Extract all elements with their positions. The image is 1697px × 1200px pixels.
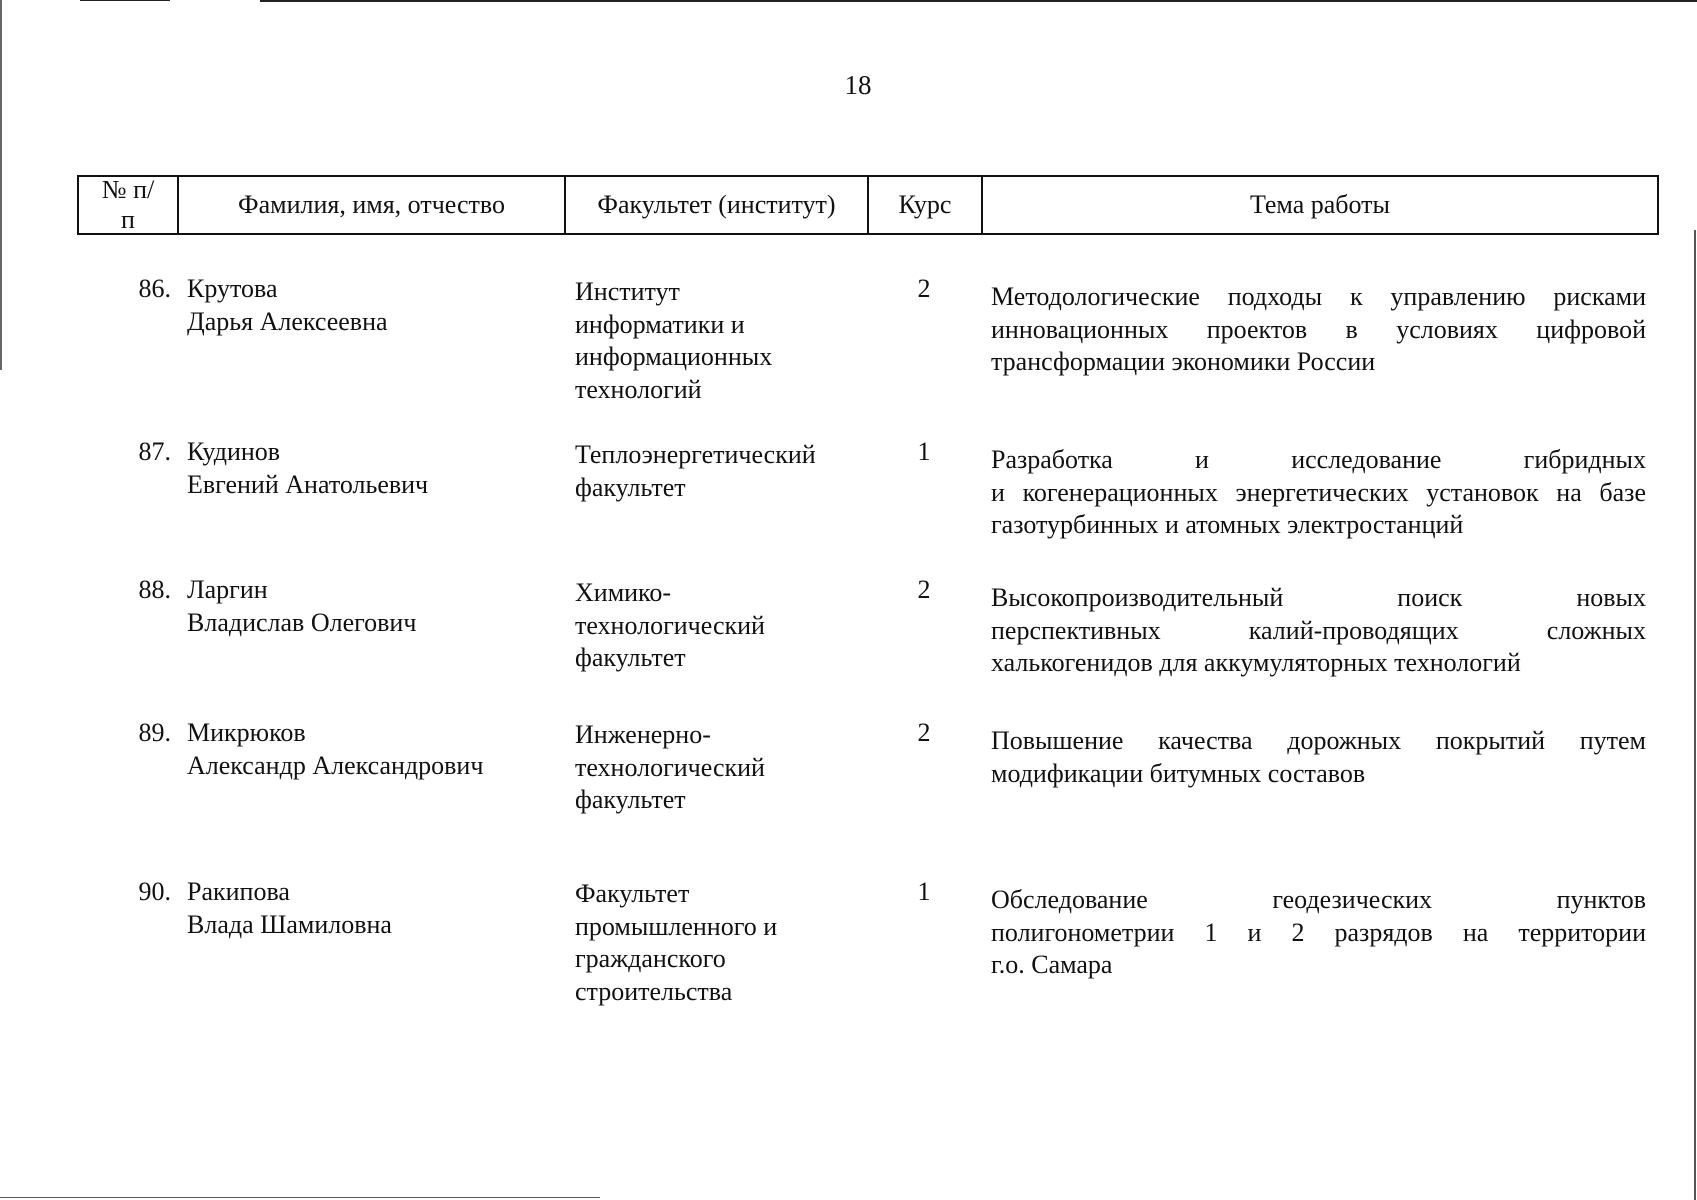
header-name-label: Фамилия, имя, отчество [238,190,505,220]
header-number-label: № п/п [101,175,155,234]
faculty-line: Институт [575,277,680,306]
topic-line: халькогенидов для аккумуляторных технологий [991,648,1521,677]
table-row [77,876,1659,1016]
row-faculty [575,878,865,1008]
row-given-names: Александр Александрович [187,750,484,780]
faculty-line: информационных [575,342,773,371]
scan-edge-top [260,0,1697,2]
row-given-names: Дарья Алексеевна [187,306,388,336]
row-given-names: Евгений Анатольевич [187,469,429,499]
topic-line: Разработка и исследование гибридных [991,445,1646,474]
header-faculty [566,177,869,233]
faculty-line: факультет [575,643,686,672]
row-number: 87. [138,437,171,466]
header-course-label: Курс [898,190,952,220]
faculty-line: технологий [575,374,702,404]
faculty-line: технологический [575,752,765,782]
row-name [187,876,567,941]
row-faculty [575,439,865,504]
table-row [77,574,1659,684]
row-given-names: Влада Шамиловна [187,909,392,939]
row-name [187,717,567,782]
row-faculty [575,276,865,406]
faculty-line: информатики и [575,309,745,339]
topic-line: инновационных проектов в условиях цифровой [991,314,1646,344]
row-topic [991,444,1646,542]
row-name [187,574,567,639]
header-faculty-label: Факультет (институт) [597,190,836,220]
row-course: 1 [917,437,931,466]
header-topic-label: Тема работы [1249,190,1390,220]
topic-line: Методологические подходы к управлению рисками [991,282,1646,311]
faculty-line: факультет [575,472,686,502]
faculty-line: строительства [575,976,733,1006]
row-given-names: Владислав Олегович [187,607,417,637]
header-topic [983,177,1657,233]
topic-line: Обследование геодезических пунктов [991,885,1646,914]
scan-edge-top-left [80,0,170,1]
row-faculty [575,577,865,675]
row-topic [991,582,1646,680]
row-surname: Кудинов [187,437,281,466]
topic-line: Повышение качества дорожных покрытий путем [991,726,1646,755]
table-header [77,175,1659,235]
row-name [187,436,567,501]
topic-line: перспективных калий-проводящих сложных [991,615,1646,645]
header-course [869,177,983,233]
row-topic [991,281,1646,379]
row-number: 89. [138,718,171,747]
scan-edge-right [1694,230,1696,1200]
row-course: 2 [917,274,931,303]
header-number [79,177,179,233]
topic-line: и когенерационных энергетических установок на базе [991,477,1646,507]
row-topic [991,725,1646,790]
table-row [77,436,1659,546]
scan-edge-left [0,0,2,370]
topic-line: полигонометрии 1 и 2 разрядов на территории [991,917,1646,947]
header-name [179,177,566,233]
row-surname: Ларгин [187,575,268,604]
row-number: 86. [138,274,171,303]
row-number: 90. [138,877,171,906]
topic-line: г.о. Самара [991,950,1113,979]
table-row [77,717,1659,827]
faculty-line: Химико- [575,578,672,607]
faculty-line: технологический [575,610,765,640]
row-name [187,273,567,338]
topic-line: трансформации экономики России [991,347,1376,376]
faculty-line: Факультет [575,879,690,908]
row-course: 2 [917,575,931,604]
faculty-line: промышленного и [575,911,778,941]
topic-line: Высокопроизводительный поиск новых [991,583,1646,612]
row-course: 2 [917,718,931,747]
row-number: 88. [138,575,171,604]
row-surname: Крутова [187,274,278,303]
table-row [77,273,1659,413]
row-surname: Ракипова [187,877,290,906]
page-number: 18 [844,70,872,100]
scan-edge-bottom [0,1197,600,1198]
faculty-line: факультет [575,785,686,814]
faculty-line: Инженерно- [575,720,711,749]
faculty-line: Теплоэнергетический [575,440,816,469]
row-faculty [575,719,865,817]
row-surname: Микрюков [187,718,306,747]
topic-line: газотурбинных и атомных электростанций [991,510,1464,539]
row-topic [991,884,1646,982]
faculty-line: гражданского [575,944,726,973]
topic-line: модификации битумных составов [991,758,1366,788]
row-course: 1 [917,877,931,906]
